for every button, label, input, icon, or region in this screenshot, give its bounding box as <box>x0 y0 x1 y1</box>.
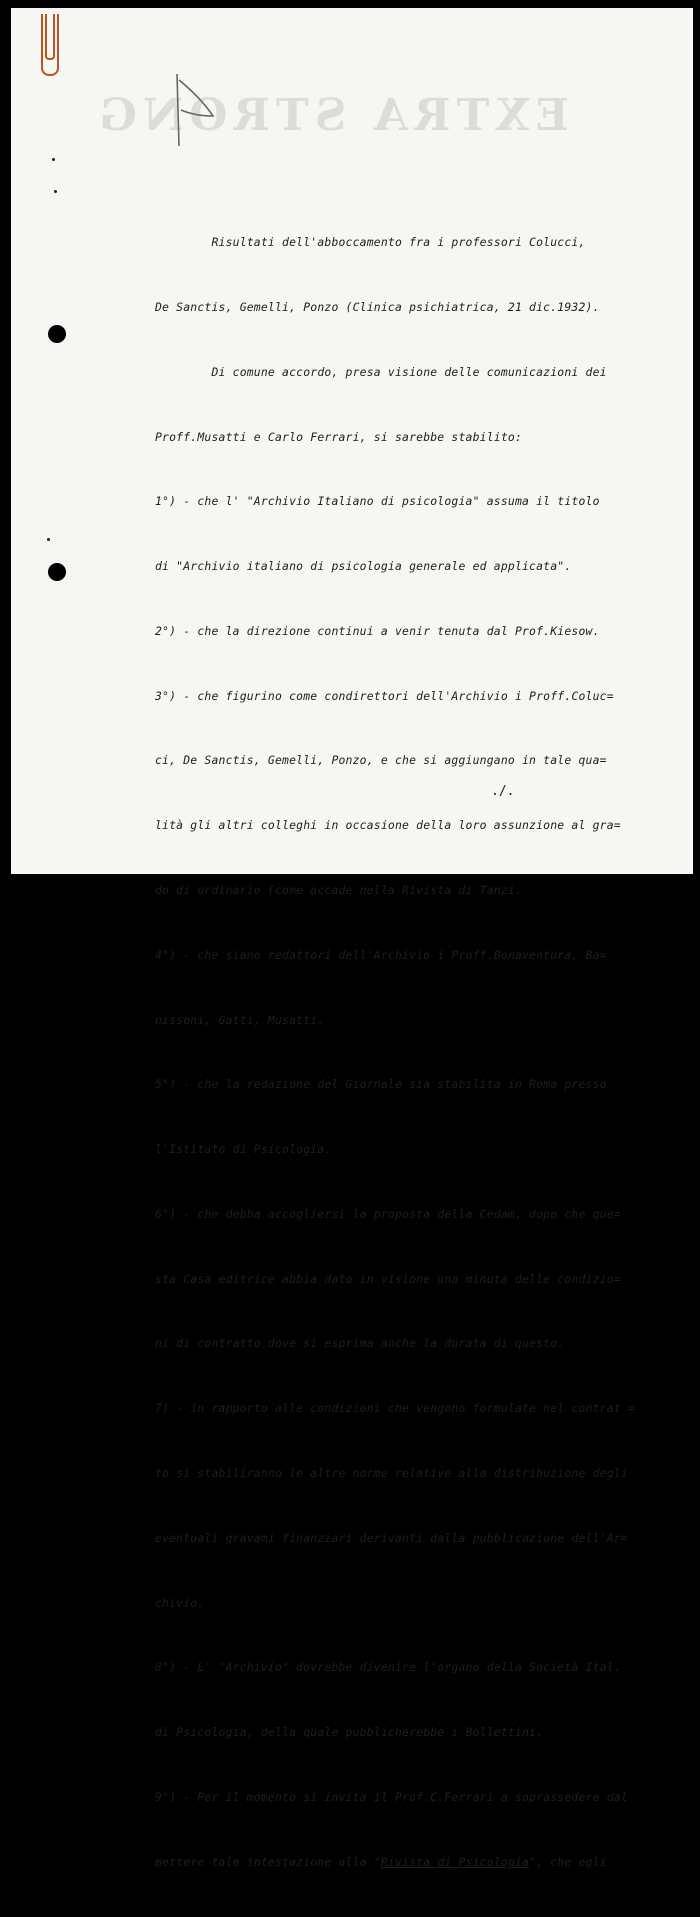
ink-speck <box>47 538 50 541</box>
text-line: 5°) - che la redazione del Giornale sia stabilita in Roma presso <box>155 1077 607 1092</box>
text-line: 9°) - Per il momento si invita il Prof.C.Ferrari a soprassedere dal <box>155 1789 628 1804</box>
text-line: 7) - in rapporto alle condizioni che vengono formulate nel contrat = <box>155 1401 635 1416</box>
text-line: Proff.Musatti e Carlo Ferrari, si sarebbe stabilito: <box>155 429 523 444</box>
document-body <box>155 189 675 1917</box>
text-line: sta Casa editrice abbia dato in visione una minuta delle condizio= <box>155 1271 621 1286</box>
ink-speck <box>54 190 57 193</box>
text-line: chivio. <box>155 1595 205 1610</box>
document-page <box>11 8 693 1869</box>
text-line: De Sanctis, Gemelli, Ponzo (Clinica psichiatrica, 21 dic.1932). <box>155 299 600 314</box>
text-line: to si stabiliranno le altre norme relative alla distribuzione degli <box>155 1466 628 1481</box>
text-line: ci, De Sanctis, Gemelli, Ponzo, e che si aggiungano in tale qua= <box>155 753 607 768</box>
punch-hole <box>48 563 66 581</box>
bleed-through-letterhead: EXTRA STRONG <box>93 90 569 141</box>
text-line: 6°) - che debba accogliersi la proposta della Cedam, dopo che que= <box>155 1206 621 1221</box>
text-line: di "Archivio italiano di psicologia generale ed applicata". <box>155 559 572 574</box>
punch-hole <box>48 325 66 343</box>
underlined-journal-title: Rivista di Psicologia <box>380 1854 530 1869</box>
text-line: nissoni, Gatti, Musatti. <box>155 1012 325 1027</box>
text-line: 3°) - che figurino come condirettori dell'Archivio i Proff.Coluc= <box>155 688 614 703</box>
text-line: lità gli altri colleghi in occasione della loro assunzione al gra= <box>155 818 621 833</box>
text-line: do di ordinario (come accade nella Rivista di Tanzi. <box>155 883 523 897</box>
text-line: Di comune accordo, presa visione delle comunicazioni dei <box>155 364 607 379</box>
ink-speck <box>52 158 55 161</box>
paperclip-inner-loop <box>45 14 55 60</box>
last-line-suffix: ", che egli <box>529 1854 607 1869</box>
text-line: 4°) - che siano redattori dell'Archivio i Proff.Bonaventura, Ba= <box>155 947 607 962</box>
text-line: Risultati dell'abboccamento fra i professori Colucci, <box>155 235 586 250</box>
text-line: 2°) - che la direzione continui a venir tenuta dal Prof.Kiesow. <box>155 623 600 638</box>
handwritten-mark-icon <box>171 70 219 150</box>
text-line: 8°) - L' "Archivio" dovrebbe divenire l'organo della Società Ital. <box>155 1660 621 1675</box>
text-line: di Psicologia, della quale pubblicherebbe i Bollettini. <box>155 1725 544 1740</box>
text-line: l'Istituto di Psicologia. <box>155 1142 332 1157</box>
text-line-last <box>155 1852 675 1874</box>
text-line: 1°) - che l' "Archivio Italiano di psicologia" assuma il titolo <box>155 494 600 509</box>
text-line: eventuali gravami finanziari derivanti dalla pubblicazione dell'Ar= <box>155 1530 628 1545</box>
last-line-prefix: mettere tale intestazione alla " <box>155 1854 381 1869</box>
continuation-mark: ./. <box>491 784 515 799</box>
text-line: ni di contratto dove si esprima anche la durata di questo. <box>155 1336 565 1351</box>
